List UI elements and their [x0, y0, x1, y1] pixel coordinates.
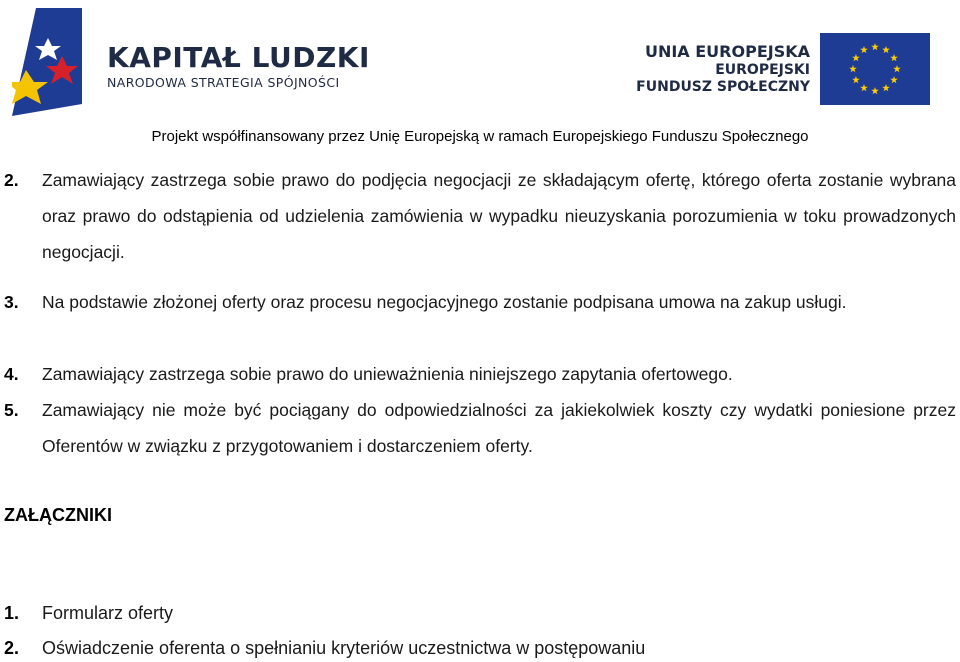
item-number: 2.: [4, 170, 19, 190]
attachment-text: Formularz oferty: [42, 603, 174, 623]
ue-line-1: UNIA EUROPEJSKA: [644, 42, 810, 61]
kapital-ludzki-wordmark: [107, 43, 370, 90]
kl-subtitle: NARODOWA STRATEGIA SPÓJNOŚCI: [107, 75, 340, 90]
attachment-text: Oświadczenie oferenta o spełnianiu kryteriów uczestnictwa w postępowaniu: [42, 638, 646, 658]
ue-wordmark: [636, 42, 810, 96]
kl-title: KAPITAŁ LUDZKI: [107, 41, 370, 74]
item-text: Zamawiający nie może być pociągany do odpowiedzialności za jakiekolwiek koszty czy wydatki poniesione przez Oferentów w związku z przygotowaniem i dostarczeniem oferty.: [42, 400, 956, 456]
item-text: Zamawiający zastrzega sobie prawo do podjęcia negocjacji ze składającym ofertę, którego oferta zostanie wybrana oraz prawo do odstąpienia od udzielenia zamówienia w wypadku nieuzyskania porozumienia w toku prowadzonych negocjacji.: [42, 170, 956, 262]
attachment-number: 1.: [4, 603, 20, 623]
attachment-number: 2.: [4, 638, 20, 658]
item-text: Zamawiający zastrzega sobie prawo do unieważnienia niniejszego zapytania ofertowego.: [42, 364, 733, 384]
attachments-heading: ZAŁĄCZNIKI: [4, 505, 112, 525]
ue-line-2: EUROPEJSKI: [715, 62, 810, 78]
item-number: 3.: [4, 292, 19, 312]
eu-flag-icon: [820, 33, 930, 105]
item-number: 5.: [4, 400, 19, 420]
item-text: Na podstawie złożonej oferty oraz procesu negocjacyjnego zostanie podpisana umowa na zakup usługi.: [42, 292, 847, 312]
ue-line-3: FUNDUSZ SPOŁECZNY: [636, 79, 810, 95]
kapital-ludzki-logo-icon: [12, 8, 84, 116]
project-cofinancing-note: Projekt współfinansowany przez Unię Europejską w ramach Europejskiego Funduszu Społecznego: [151, 128, 809, 145]
item-number: 4.: [4, 364, 19, 384]
page-header: [0, 0, 960, 120]
